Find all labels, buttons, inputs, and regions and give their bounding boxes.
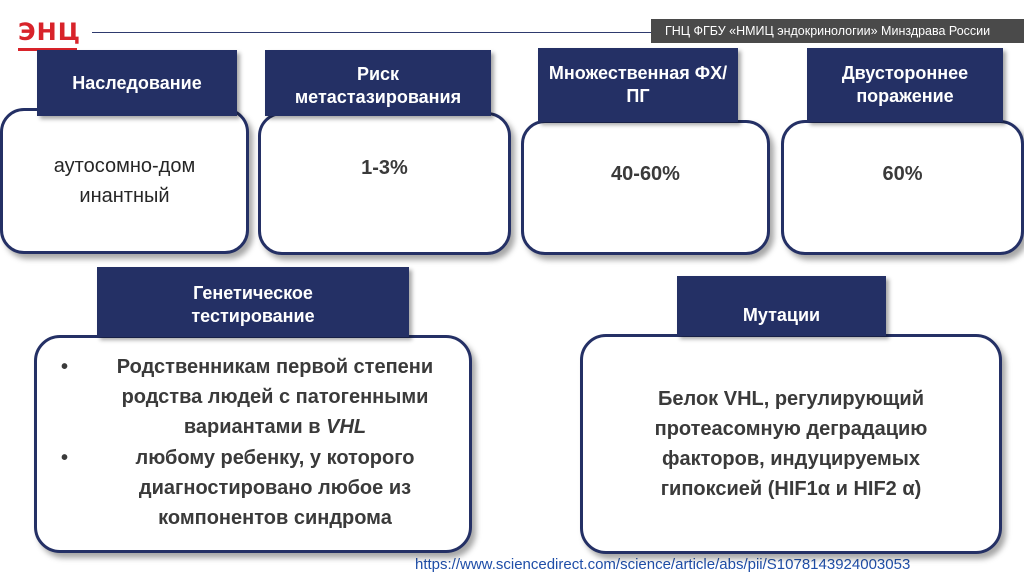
bullet-icon: •	[61, 356, 69, 378]
genetic-testing-title: Генетическое тестирование	[97, 267, 409, 337]
genetic-testing-list	[37, 338, 469, 533]
card-metastasis-title: Риск метастазирования	[265, 50, 491, 116]
inheritance-value-text: аутосомно-доминантный	[53, 155, 196, 207]
list-item	[57, 443, 451, 533]
bilateral-value-text: 60%	[882, 163, 923, 185]
card-metastasis-value	[258, 112, 511, 255]
card-multiple-value	[521, 120, 770, 255]
card-bilateral-value	[781, 120, 1024, 255]
mutations-panel	[580, 334, 1002, 554]
card-bilateral-title: Двустороннее поражение	[807, 48, 1003, 122]
genetic-testing-panel	[34, 335, 472, 553]
logo	[18, 18, 81, 46]
organization-banner: ГНЦ ФГБУ «НМИЦ эндокринологии» Минздрава России	[651, 19, 1024, 43]
list-item	[57, 352, 451, 442]
list-item-text: Родственникам первой степени родства людей с патогенными вариантами в	[116, 356, 434, 438]
list-item-text: любому ребенку, у которого диагностировано любое из компонентов синдрома	[135, 447, 415, 529]
card-multiple-title: Множественная ФХ/ПГ	[538, 48, 738, 122]
source-link[interactable]: https://www.sciencedirect.com/science/article/abs/pii/S1078143924003053	[415, 556, 911, 573]
multiple-value-text: 40-60%	[611, 163, 680, 185]
mutations-title: Мутации	[677, 276, 886, 336]
gene-name: VHL	[326, 416, 367, 438]
header-divider	[92, 32, 652, 33]
card-inheritance-title: Наследование	[37, 50, 237, 116]
logo-text: ЭНЦ	[18, 18, 81, 46]
mutations-text: Белок VHL, регулирующий протеасомную деградацию факторов, индуцируемых гипоксией (HIF1α и HIF2 α)	[654, 388, 928, 500]
metastasis-value-text: 1-3%	[361, 157, 408, 179]
card-inheritance-value	[0, 108, 249, 254]
bullet-icon: •	[61, 447, 69, 469]
